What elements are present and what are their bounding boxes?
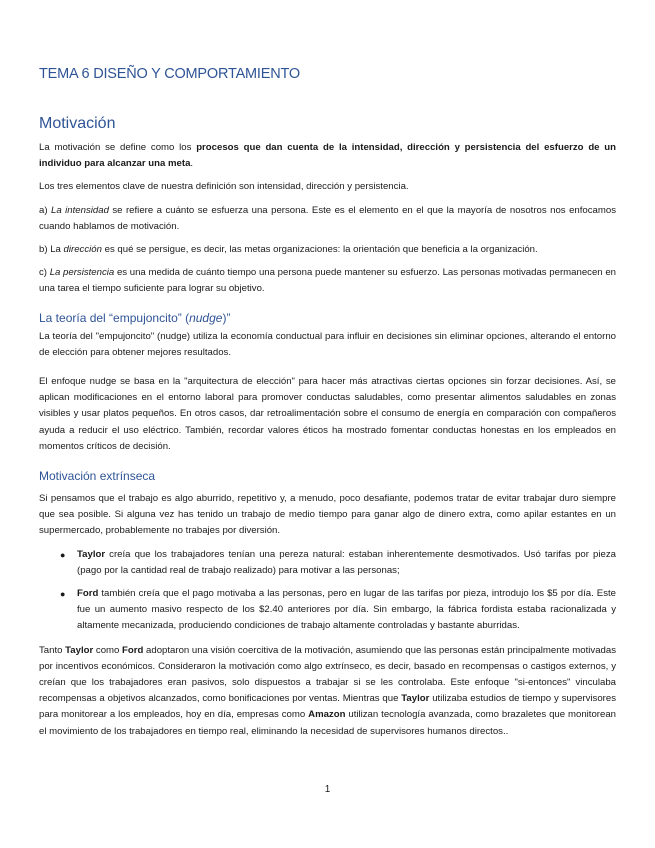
element-direction: b) La dirección es qué se persigue, es decir, las metas organizaciones: la orientación que beneficia a la organización.	[39, 244, 538, 256]
definition-bold: procesos que dan cuenta de la intensidad, dirección y persistencia del esfuerzo de un individuo para alcanzar una meta	[39, 142, 617, 170]
bullet-list	[39, 547, 616, 635]
motivation-definition: La motivación se define como los procesos que dan cuenta de la intensidad, dirección y persistencia del esfuerzo de un individuo para alcanzar una meta.	[39, 142, 617, 170]
list-item-taylor: ● Taylor creía que los trabajadores tenían una pereza natural: estaban inherentemente desmotivados. Usó tarifas por pieza (pago por la cantidad real de trabajo realizado) para motivar a las personas;	[60, 548, 616, 576]
document-title: TEMA 6 DISEÑO Y COMPORTAMIENTO	[39, 66, 300, 82]
elements-summary: Los tres elementos clave de nuestra definición son intensidad, dirección y persistencia.	[39, 181, 409, 193]
element-intensity: a) La intensidad se refiere a cuánto se esfuerza una persona. Este es el elemento en el que la mayoría de nosotros nos enfocamos cuando hablamos de motivación.	[39, 204, 617, 232]
nudge-definition: La teoría del "empujoncito" (nudge) utiliza la economía conductual para influir en decisiones sin eliminar opciones, alterando el entorno de elección para obtener mejores resultados.	[39, 330, 616, 358]
section-heading-motivacion: Motivación	[39, 115, 116, 132]
list-item-ford: ● Ford también creía que el pago motivaba a las personas, pero en lugar de las tarifas por pieza, introdujo los $5 por día. Este fue un aumento masivo respecto de los $2.40 anteriores por día. Sin embargo, la fábrica fordista estaba racionalizada y altamente mecanizada, produciendo condiciones de trabajo altamente controladas y bastante aburridas.	[60, 588, 616, 632]
extrinsic-conclusion: Tanto Taylor como Ford adoptaron una visión coercitiva de la motivación, asumiendo que las personas están principalmente motivadas por incentivos económicos. Consideraron la motivación como algo extrínseco, es decir, basado en recompensas o castigos externos, y creían que los trabajadores eran pasivos, solo dispuestos a trabajar si se les controlaba. Este enfoque "si-entonces" vinculaba recompensas a objetivos alcanzados, como bonificaciones por ventas. Mientras que Taylor utilizaba estudios de tiempo y supervisores para monitorear a los empleados, hoy en día, empresas como Amazon utilizan tecnología avanzada, como brazaletes que monitorean el movimiento de los trabajadores en tiempo real, eliminando la necesidad de supervisores humanos directos..	[39, 644, 617, 737]
page-number: 1	[324, 784, 331, 795]
nudge-explanation: El enfoque nudge se basa en la "arquitectura de elección" para hacer más atractivas ciertas opciones sin forzar decisiones. Así, se aplican modificaciones en el entorno laboral para promover conductas saludables, como presentar alimentos saludables en zonas visibles y usar platos pequeños. En otros casos, dar retroalimentación sobre el consumo de energía en comparación con compañeros ayuda a reducir el uso eléctrico. También, recordar valores éticos ha mostrado fomentar conductas honestas en los empleados en momentos críticos de decisión.	[39, 376, 616, 452]
element-persistence: c) La persistencia es una medida de cuánto tiempo una persona puede mantener su esfuerzo. Las personas motivadas permanecen en una tarea el tiempo suficiente para lograr su objetivo.	[39, 267, 616, 295]
section-heading-nudge: La teoría del “empujoncito” (nudge)”	[39, 310, 231, 325]
bullet-icon: ●	[60, 549, 66, 560]
section-heading-extrinseca: Motivación extrínseca	[39, 469, 156, 484]
extrinsic-intro: Si pensamos que el trabajo es algo aburrido, repetitivo y, a menudo, poco desafiante, podemos tratar de evitar trabajar duro siempre que sea posible. Si alguna vez has tenido un trabajo de medio tiempo para ganar algo de dinero extra, como apilar estantes en un supermercado, probablemente no trabajes por diversión.	[39, 493, 616, 537]
bullet-icon: ●	[60, 589, 66, 600]
